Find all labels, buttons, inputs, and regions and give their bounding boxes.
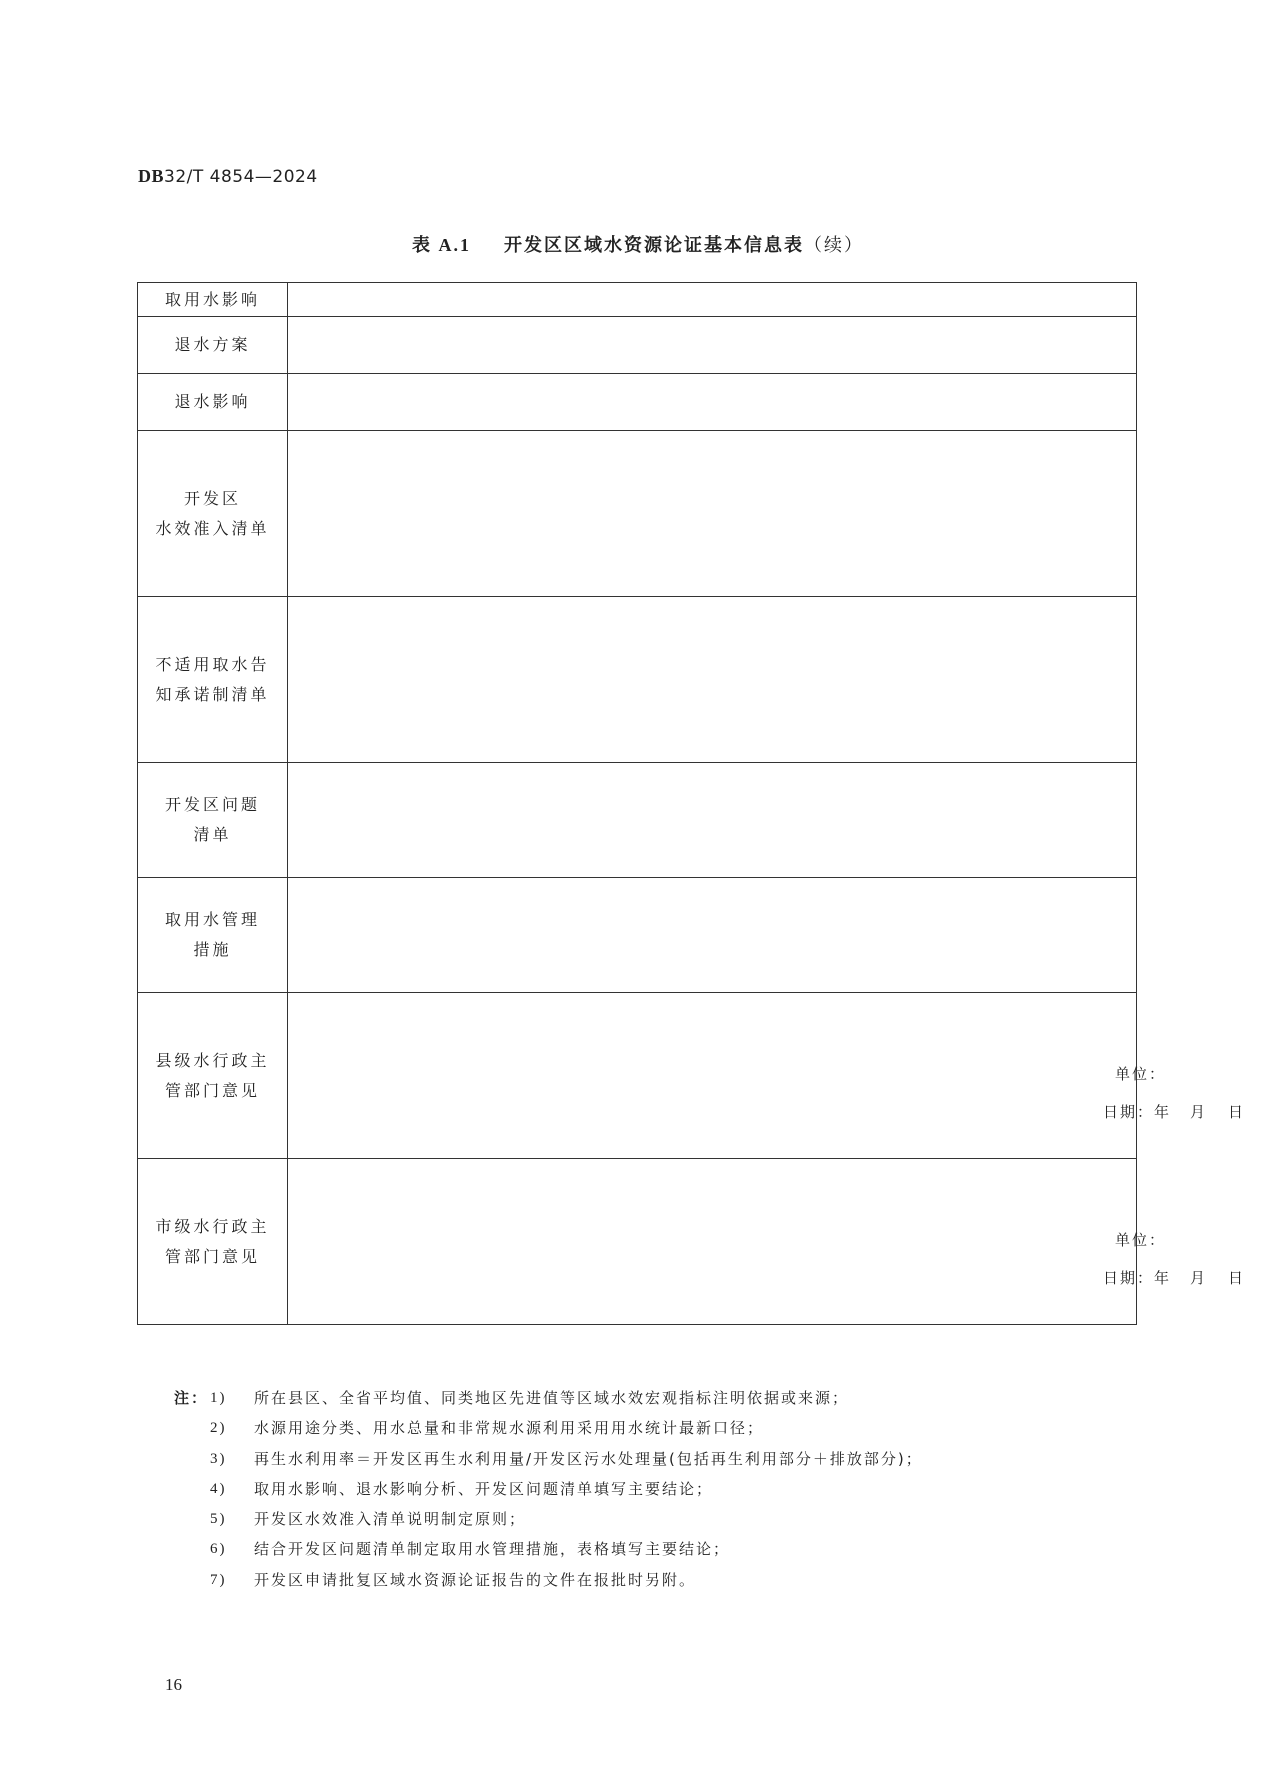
year-label: 年: [1154, 1269, 1172, 1287]
table-row: [138, 374, 1137, 431]
label-line: 开发区问题: [164, 795, 260, 814]
table-row: [138, 431, 1137, 597]
table-row: [138, 878, 1137, 993]
note-item: [174, 1413, 923, 1443]
table-continued: （续）: [804, 235, 865, 256]
note-item: [174, 1474, 923, 1504]
day-label: 日: [1228, 1269, 1246, 1287]
table-row: [138, 597, 1137, 763]
label-line: 市级水行政主: [155, 1216, 270, 1236]
standard-code-prefix: DB: [138, 166, 165, 186]
note-number: 2): [210, 1420, 227, 1437]
note-number: 6): [210, 1541, 227, 1558]
note-item: [174, 1504, 923, 1534]
note-item: [174, 1383, 923, 1413]
standard-code-number: 32/T 4854—2024: [164, 167, 318, 187]
table-name: 开发区区域水资源论证基本信息表: [504, 235, 805, 256]
row-label-city-opinion: [138, 1159, 288, 1325]
label-line: 县级水行政主: [155, 1050, 270, 1070]
label-line: 清单: [193, 825, 232, 844]
row-label-county-opinion: [138, 993, 288, 1159]
month-label: 月: [1190, 1269, 1208, 1287]
table-row: [138, 283, 1137, 317]
day-label: 日: [1228, 1103, 1246, 1121]
label-line: 开发区: [183, 488, 241, 508]
unit-label: 单位：: [1115, 1065, 1167, 1083]
date-line: [1103, 1101, 1245, 1122]
unit-label: 单位：: [1115, 1231, 1167, 1249]
row-label-problem-list: [138, 763, 288, 878]
note-text: 结合开发区问题清单制定取用水管理措施，表格填写主要结论；: [254, 1540, 731, 1559]
row-content-city-opinion: [288, 1159, 1246, 1325]
note-text: 水源用途分类、用水总量和非常规水源利用采用用水统计最新口径；: [254, 1419, 765, 1438]
row-content-problem-list: [288, 763, 1137, 878]
note-item: [174, 1444, 923, 1474]
note-text: 所在县区、全省平均值、同类地区先进值等区域水效宏观指标注明依据或来源；: [254, 1389, 850, 1407]
date-line: [1103, 1267, 1245, 1288]
row-content-management-measures: [288, 878, 1137, 993]
table-row: [138, 763, 1137, 878]
date-label: 日期：: [1103, 1103, 1155, 1121]
row-label-management-measures: [138, 878, 288, 993]
note-item: [174, 1565, 923, 1595]
standard-code: [138, 166, 318, 187]
row-label-drainage-impact: 退水影响: [138, 374, 288, 431]
note-item: [174, 1534, 923, 1564]
date-label: 日期：: [1103, 1269, 1155, 1287]
label-line: 管部门意见: [164, 1080, 260, 1100]
page-number: 16: [165, 1675, 182, 1694]
table-title: [0, 231, 1276, 257]
table-row: [138, 1159, 1137, 1325]
table-row: [138, 317, 1137, 374]
label-line: 知承诺制清单: [155, 684, 270, 704]
note-number: 4): [210, 1480, 227, 1497]
notes-heading: 注：: [174, 1389, 209, 1407]
note-text: 开发区申请批复区域水资源论证报告的文件在报批时另附。: [254, 1570, 697, 1589]
year-label: 年: [1154, 1103, 1172, 1121]
row-label-water-efficiency-list: [138, 431, 288, 597]
row-content-drainage-plan: [288, 317, 1137, 374]
label-line: 措施: [193, 940, 232, 959]
note-number: 1): [210, 1390, 227, 1406]
row-label-commitment-exclusion-list: [138, 597, 288, 763]
row-content-water-use-impact: [288, 283, 1137, 317]
label-line: 取用水管理: [164, 910, 260, 929]
month-label: 月: [1190, 1103, 1208, 1121]
row-content-commitment-exclusion-list: [288, 597, 1137, 763]
table-row: [138, 993, 1137, 1159]
label-line: 管部门意见: [164, 1246, 260, 1266]
label-line: 不适用取水告: [155, 654, 270, 674]
note-number: 7): [210, 1571, 227, 1588]
note-number: 5): [210, 1511, 227, 1528]
table-number: 表 A.1: [411, 235, 471, 255]
row-content-drainage-impact: [288, 374, 1137, 431]
row-content-county-opinion: [288, 993, 1246, 1159]
row-label-water-use-impact: 取用水影响: [138, 283, 288, 317]
row-label-drainage-plan: 退水方案: [138, 317, 288, 374]
basic-info-table: [137, 282, 1246, 1325]
table-notes: [174, 1383, 923, 1595]
label-line: 水效准入清单: [155, 518, 270, 538]
note-number: 3): [210, 1450, 227, 1467]
note-text: 再生水利用率＝开发区再生水利用量/开发区污水处理量(包括再生利用部分＋排放部分)；: [254, 1449, 923, 1468]
note-text: 取用水影响、退水影响分析、开发区问题清单填写主要结论；: [254, 1479, 714, 1498]
note-text: 开发区水效准入清单说明制定原则；: [254, 1510, 527, 1529]
row-content-water-efficiency-list: [288, 431, 1137, 597]
